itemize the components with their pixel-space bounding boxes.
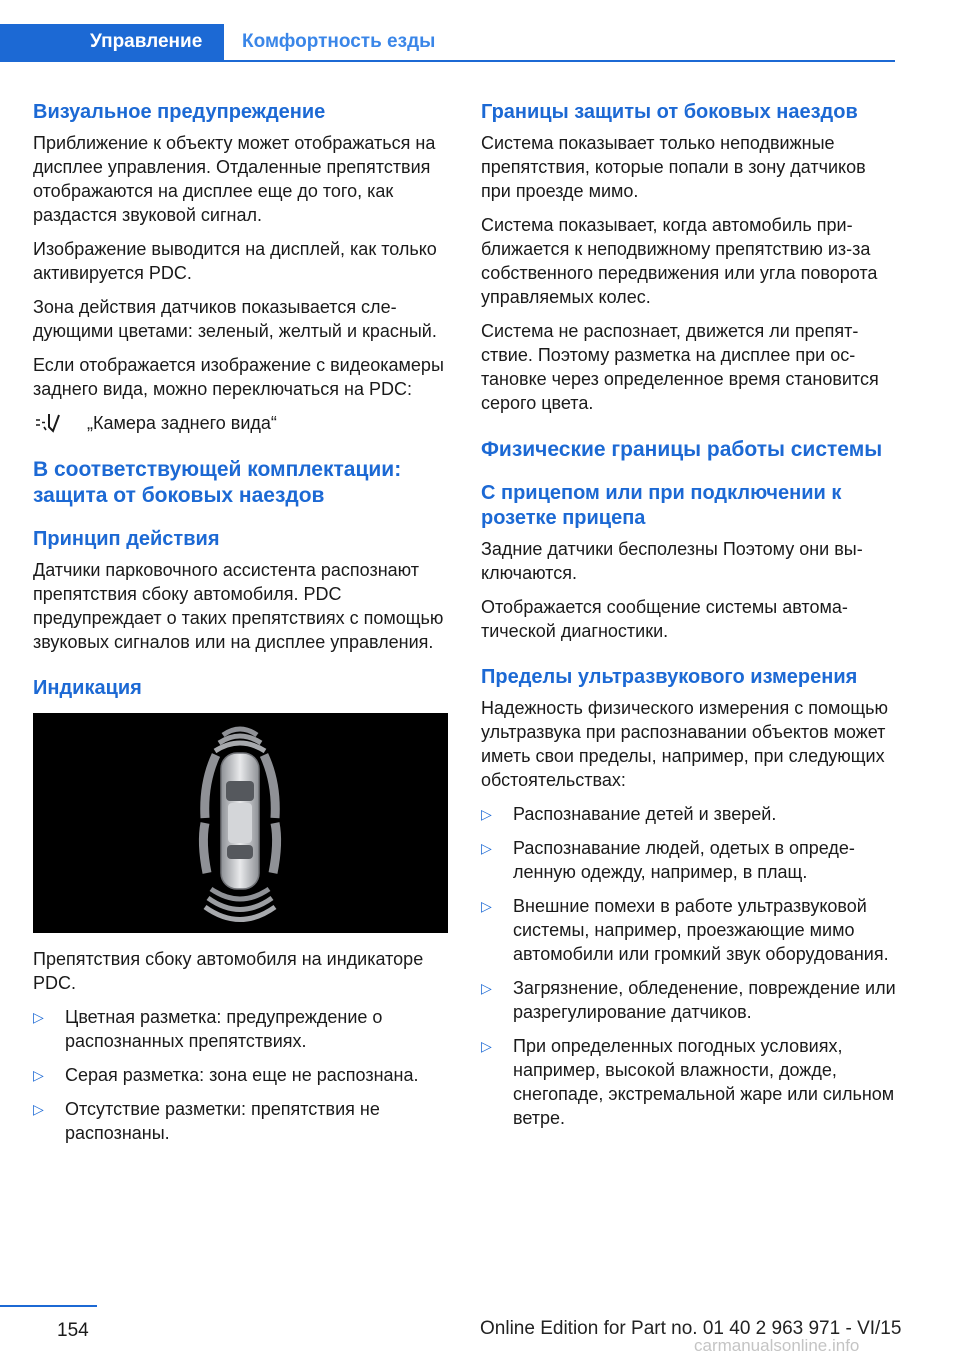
paragraph: Изображение выводится на дисплей, как только активируется PDC. <box>33 239 437 283</box>
bullet-arrow-icon: ▷ <box>33 1009 44 1025</box>
list-item: ▷ Внешние помехи в работе ультразвуковой системы, например, проезжающие мимо автомобили или громкий звук оборудования. <box>481 896 889 964</box>
camera-icon-line <box>33 411 448 435</box>
paragraph: Система показывает, когда автомобиль приближается к неподвижному препятствию из-за собственного передвижения или угла поворота управляемых колес. <box>481 215 878 307</box>
edition-info: Online Edition for Part no. 01 40 2 963 971 - VI/15 <box>480 1318 902 1339</box>
bullet-arrow-icon: ▷ <box>481 806 492 822</box>
left-column <box>33 100 448 1155</box>
heading-protection-limits: Границы защиты от боковых наездов <box>481 101 858 123</box>
paragraph: Приближение к объекту может отображаться на дисплее управления. Отдаленные препятствия отображаются на дисплее еще до того, как раздастся звуковой сигнал. <box>33 133 436 225</box>
paragraph: Зона действия датчиков показывается следующими цветами: зеленый, желтый и красный. <box>33 297 437 341</box>
car-rear-window <box>227 845 253 859</box>
list-item: ▷ Отсутствие разметки: препятствия не распознаны. <box>33 1099 380 1143</box>
paragraph: Задние датчики бесполезны Поэтому они выключаются. <box>481 539 863 583</box>
list-item: ▷ При определенных погодных условиях, например, высокой влажности, дожде, снегопаде, экстремальной жаре или сильном ветре. <box>481 1036 895 1128</box>
heading-visual-warning: Визуальное предупреждение <box>33 101 326 123</box>
page-header <box>0 0 960 62</box>
footer-rule <box>0 1305 97 1307</box>
bullet-arrow-icon: ▷ <box>481 840 492 856</box>
paragraph: Надежность физического измерения с помощью ультразвука при распознавании объектов может иметь свои пределы, например, при следующих обстоятельствах: <box>481 698 889 790</box>
paragraph: Отображается сообщение системы автоматической диагностики. <box>481 597 848 641</box>
rear-camera-icon <box>33 411 69 435</box>
car-windshield <box>226 781 254 801</box>
watermark: carmanualsonline.info <box>694 1336 860 1355</box>
paragraph: Если отображается изображение с видеокамеры заднего вида, можно переключаться на PDC: <box>33 355 444 399</box>
list-item: ▷ Загрязнение, обледенение, повреждение или разрегулирование датчиков. <box>481 978 896 1022</box>
bullet-arrow-icon: ▷ <box>481 980 492 996</box>
rear-sensor-arc <box>211 889 269 899</box>
bullet-arrow-icon: ▷ <box>33 1101 44 1117</box>
list-item: ▷ Серая разметка: зона еще не распознана. <box>33 1065 419 1085</box>
pdc-car-illustration <box>33 713 448 933</box>
header-section-title: Управление <box>90 31 203 52</box>
left-side-sensor <box>205 755 216 818</box>
car-roof <box>228 803 252 843</box>
front-sensor-arc <box>215 743 265 751</box>
right-side-sensor <box>273 823 277 873</box>
left-side-sensor <box>203 823 207 873</box>
bullet-arrow-icon: ▷ <box>481 1038 492 1054</box>
heading-indication: Индикация <box>33 677 142 699</box>
paragraph: Система не распознает, движется ли препятствие. Поэтому разметка на дисплее при остановке через определенное время становится серого цвета. <box>481 321 879 413</box>
indication-list <box>33 1005 448 1145</box>
bullet-arrow-icon: ▷ <box>481 898 492 914</box>
paragraph: Препятствия сбоку автомобиля на индикаторе PDC. <box>33 949 424 993</box>
bullet-arrow-icon: ▷ <box>33 1067 44 1083</box>
header-rule <box>0 60 895 62</box>
camera-icon-label: „Камера заднего вида“ <box>87 413 277 433</box>
ultrasonic-limits-list <box>481 802 896 1130</box>
paragraph: Система показывает только неподвижные препятствия, которые попали в зону датчиков при проезде мимо. <box>481 133 866 201</box>
list-item: ▷ Распознавание детей и зверей. <box>481 804 777 824</box>
right-column <box>481 100 896 1140</box>
heading-physical-limits: Физические границы работы системы <box>481 438 883 461</box>
header-subsection-title: Комфортность езды <box>242 31 436 52</box>
heading-principle: Принцип действия <box>33 528 220 550</box>
pdc-display-figure <box>33 713 448 933</box>
heading-trailer: С прицепом или при подключении к розетке прицепа <box>481 482 842 529</box>
right-side-sensor <box>264 755 275 818</box>
list-item: ▷ Распознавание людей, одетых в определенную одежду, например, в плащ. <box>481 838 855 882</box>
list-item: ▷ Цветная разметка: предупреждение о распознанных препятствиях. <box>33 1007 383 1051</box>
heading-ultrasonic-limits: Пределы ультразвукового измерения <box>481 666 858 688</box>
heading-side-protection: В соответствующей комплектации: защита от боковых наездов <box>33 458 402 507</box>
page-number: 154 <box>57 1320 89 1341</box>
paragraph: Датчики парковочного ассистента распознают препятствия сбоку автомобиля. PDC предупреждает о таких препятствиях с помощью звуковых сигналов или на дисплее управления. <box>33 560 444 652</box>
